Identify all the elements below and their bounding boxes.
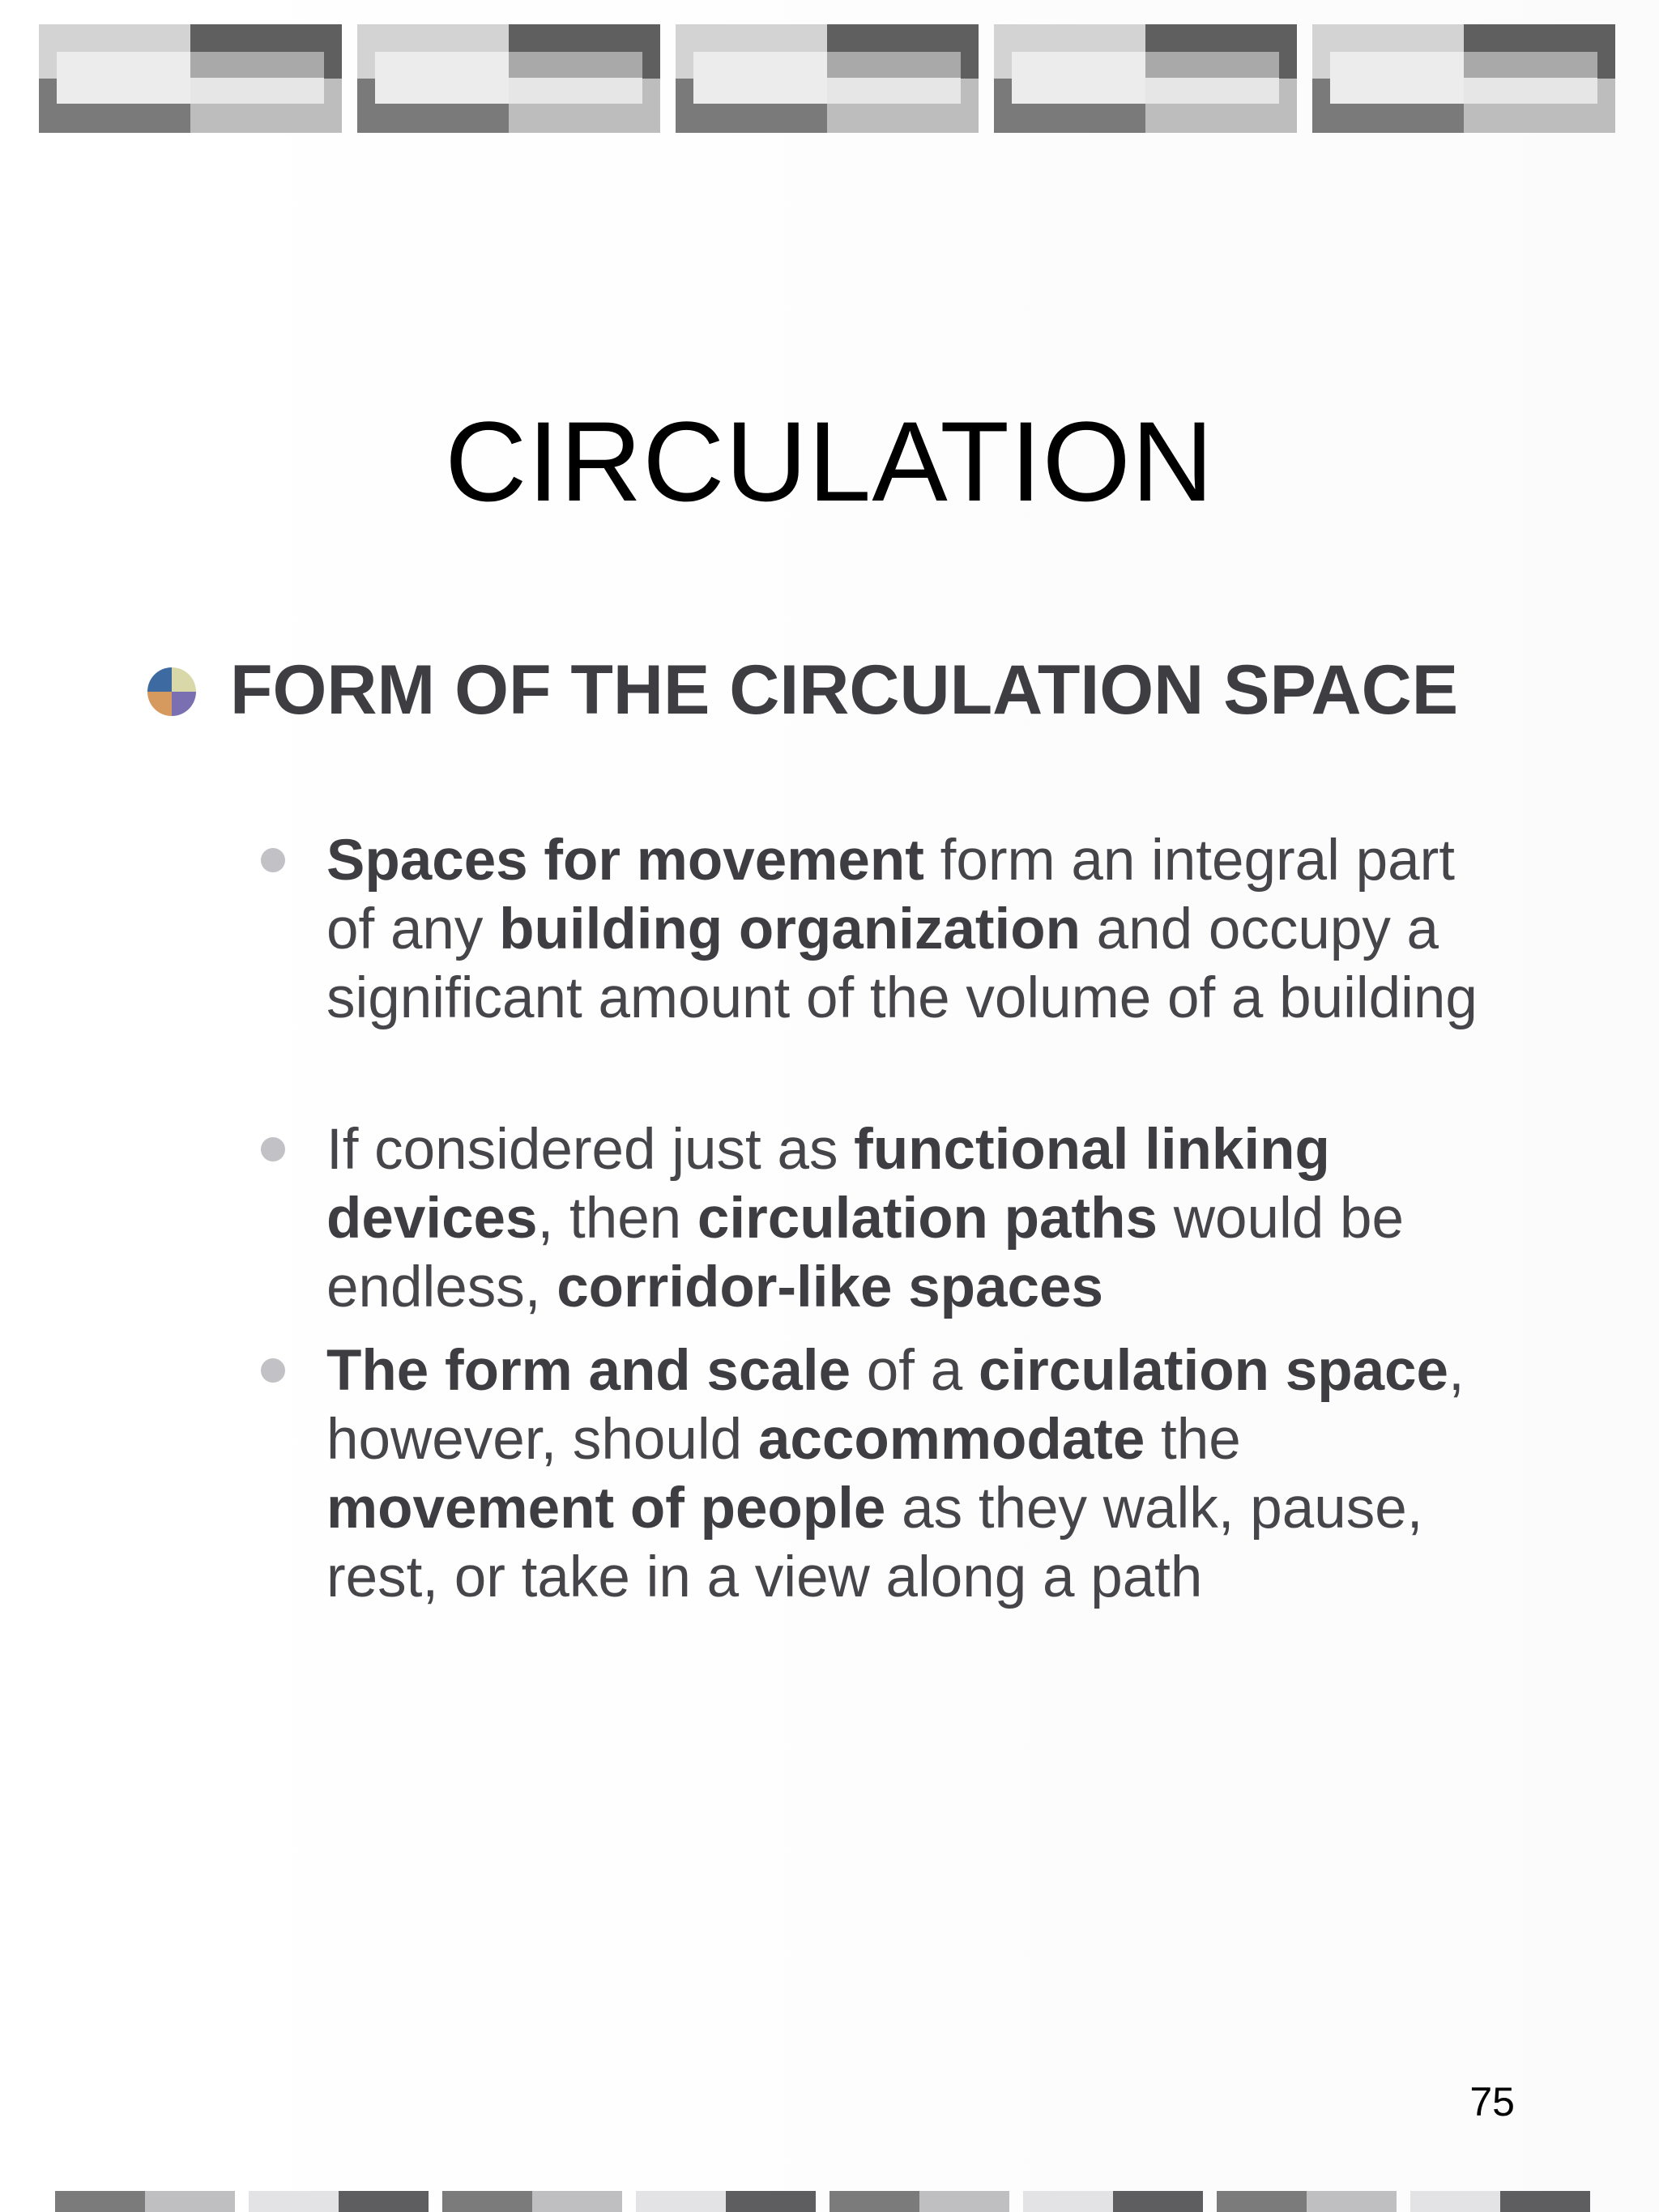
sub-bullet-text (326, 1336, 1501, 1612)
bold-text-run: Spaces for movement (326, 829, 924, 893)
bottom-band-tile (1217, 2191, 1397, 2212)
main-bullet-heading: FORM OF THE CIRCULATION SPACE (230, 651, 1459, 729)
text-run: as they walk, pause, rest, or take in a view along a path (326, 1477, 1423, 1609)
top-band-tile (39, 24, 342, 133)
top-decorative-band (39, 24, 1615, 133)
bold-text-run: movement of people (326, 1477, 886, 1541)
text-run: , then (537, 1187, 697, 1251)
bold-text-run: accommodate (757, 1408, 1145, 1472)
slide-background (162, 0, 1659, 2212)
top-band-tile (357, 24, 660, 133)
top-band-tile (1312, 24, 1615, 133)
bold-text-run: building organization (499, 897, 1081, 961)
bottom-band-tile (442, 2191, 622, 2212)
bottom-band-tile (830, 2191, 1009, 2212)
bold-text-run: circulation space (978, 1339, 1449, 1403)
text-run: If considered just as (326, 1118, 855, 1182)
top-band-tile (676, 24, 979, 133)
bottom-band-tile (636, 2191, 816, 2212)
text-run: would be endless, (326, 1187, 1404, 1319)
slide-title: CIRCULATION (445, 398, 1214, 525)
bottom-band-tile (55, 2191, 235, 2212)
bold-text-run: circulation paths (697, 1187, 1158, 1251)
bottom-band-tile (249, 2191, 429, 2212)
quartered-circle-bullet-icon (146, 666, 198, 718)
text-run: and occupy a significant amount of the volume of a building (326, 897, 1478, 1030)
bottom-band-tile (1023, 2191, 1203, 2212)
bold-text-run: The form and scale (326, 1339, 851, 1403)
text-run: , however, should (326, 1339, 1465, 1472)
sub-bullet-text (326, 1115, 1501, 1322)
round-dot-icon (261, 848, 285, 872)
round-dot-icon (261, 1137, 285, 1161)
text-run: of a (851, 1339, 979, 1403)
top-band-tile (994, 24, 1297, 133)
page-number: 75 (1469, 2079, 1515, 2125)
bottom-decorative-band (55, 2191, 1591, 2212)
bold-text-run: functional linking devices (326, 1118, 1330, 1251)
sub-bullet-text (326, 826, 1501, 1033)
text-run: the (1145, 1408, 1241, 1472)
bottom-band-tile (1410, 2191, 1590, 2212)
text-run: form an integral part of any (326, 829, 1455, 961)
round-dot-icon (261, 1358, 285, 1383)
bold-text-run: corridor-like spaces (557, 1255, 1103, 1319)
